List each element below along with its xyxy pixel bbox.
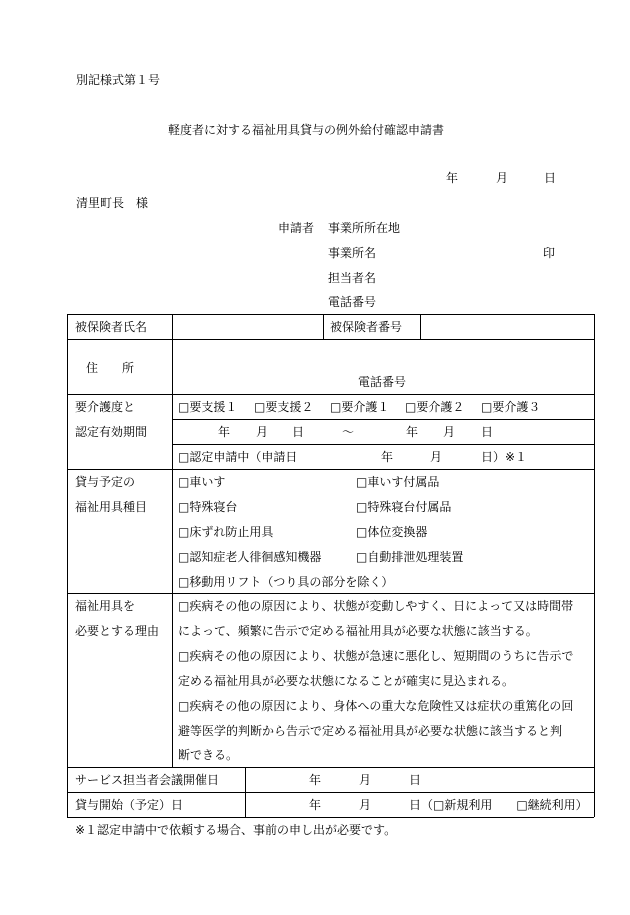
equipment-option[interactable]: □認知症老人徘徊感知機器 (178, 550, 322, 564)
insured-number-label: 被保険者番号 (330, 320, 403, 334)
document-title: 軽度者に対する福祉用具貸与の例外給付確認申請書 (168, 123, 445, 137)
care-period-label: 認定有効期間 (75, 425, 148, 439)
office-name-label: 事業所名 (328, 246, 377, 260)
pending-day-note: 日）※１ (481, 450, 528, 464)
reason-text: 定める福祉用具が必要な状態になることが確実に見込まれる。 (178, 674, 515, 688)
reason-text: 避等医学的判断から告示で定める福祉用具が必要な状態に該当すると判 (178, 724, 563, 738)
meeting-month: 月 (359, 773, 372, 787)
col-line (172, 314, 173, 767)
row-line (67, 817, 594, 818)
col-line (323, 314, 324, 339)
period-year: 年 (218, 425, 231, 439)
equipment-option[interactable]: □移動用リフト（つり具の部分を除く） (178, 575, 394, 589)
reason-option-3[interactable]: □疾病その他の原因により、身体への重大な危険性又は症状の重篤化の回 (178, 699, 574, 713)
row-line (67, 767, 594, 768)
reason-option-2[interactable]: □疾病その他の原因により、状態が急速に悪化し、短期間のうちに告示で (178, 649, 574, 663)
equipment-option[interactable]: □特殊寝台付属品 (356, 500, 452, 514)
office-address-label: 事業所所在地 (328, 221, 401, 235)
address-phone-label: 電話番号 (358, 375, 407, 389)
equipment-option[interactable]: □自動排泄処理装置 (356, 550, 464, 564)
reason-label: 必要とする理由 (75, 624, 160, 638)
equipment-label: 福祉用具種目 (75, 500, 148, 514)
equipment-option[interactable]: □体位変換器 (356, 525, 428, 539)
equipment-option[interactable]: □車いす (178, 475, 226, 489)
address-label: 住 所 (86, 361, 135, 375)
footnote: ※１認定申請中で依頼する場合、事前の申し出が必要です。 (75, 823, 397, 837)
insured-name-label: 被保険者氏名 (75, 320, 148, 334)
period-day: 日 (292, 425, 305, 439)
row-line (67, 394, 594, 395)
pending-month: 月 (430, 450, 443, 464)
care-level-label: 要介護度と (75, 400, 136, 414)
row-line (172, 444, 594, 445)
equipment-label: 貸与予定の (75, 475, 136, 489)
col-line (420, 314, 421, 339)
start-year: 年 (309, 798, 322, 812)
addressee: 清里町長 様 (76, 196, 149, 210)
start-day-usage-options[interactable]: 日（□新規利用 □継続利用） (409, 798, 588, 812)
col-line (245, 767, 246, 817)
row-line (67, 593, 594, 594)
reason-label: 福祉用具を (75, 599, 136, 613)
period-month: 月 (443, 425, 456, 439)
pending-year: 年 (381, 450, 394, 464)
care-level-option[interactable]: □要介護３ (481, 400, 541, 414)
date-day: 日 (544, 171, 557, 185)
col-line (594, 314, 595, 817)
care-level-option[interactable]: □要介護２ (405, 400, 465, 414)
period-tilde: ～ (342, 425, 355, 439)
reason-text: 断できる。 (178, 748, 239, 762)
row-line (67, 792, 594, 793)
reason-option-1[interactable]: □疾病その他の原因により、状態が変動しやすく、日によって又は時間帯 (178, 599, 574, 613)
equipment-option[interactable]: □特殊寝台 (178, 500, 238, 514)
date-month: 月 (496, 171, 509, 185)
meeting-year: 年 (309, 773, 322, 787)
meeting-date-label: サービス担当者会議開催日 (75, 773, 220, 787)
care-level-option[interactable]: □要支援１ (178, 400, 238, 414)
start-date-label: 貸与開始（予定）日 (75, 798, 184, 812)
period-year: 年 (406, 425, 419, 439)
form-number: 別記様式第１号 (76, 73, 161, 87)
applicant-label: 申請者 (278, 221, 315, 235)
meeting-day: 日 (409, 773, 422, 787)
care-level-option[interactable]: □要介護１ (330, 400, 390, 414)
row-line (172, 419, 594, 420)
phone-label: 電話番号 (328, 295, 377, 309)
equipment-option[interactable]: □車いす付属品 (356, 475, 440, 489)
row-line (67, 314, 594, 315)
col-line (67, 314, 68, 817)
row-line (67, 469, 594, 470)
period-day: 日 (481, 425, 494, 439)
date-year: 年 (446, 171, 459, 185)
equipment-option[interactable]: □床ずれ防止用具 (178, 525, 274, 539)
reason-text: によって、頻繁に告示で定める福祉用具が必要な状態に該当する。 (178, 624, 538, 638)
seal-mark: 印 (543, 246, 556, 260)
period-month: 月 (256, 425, 269, 439)
row-line (67, 339, 594, 340)
pending-application-checkbox[interactable]: □認定申請中（申請日 (178, 450, 298, 464)
person-in-charge-label: 担当者名 (328, 271, 377, 285)
start-month: 月 (359, 798, 372, 812)
care-level-option[interactable]: □要支援２ (254, 400, 314, 414)
